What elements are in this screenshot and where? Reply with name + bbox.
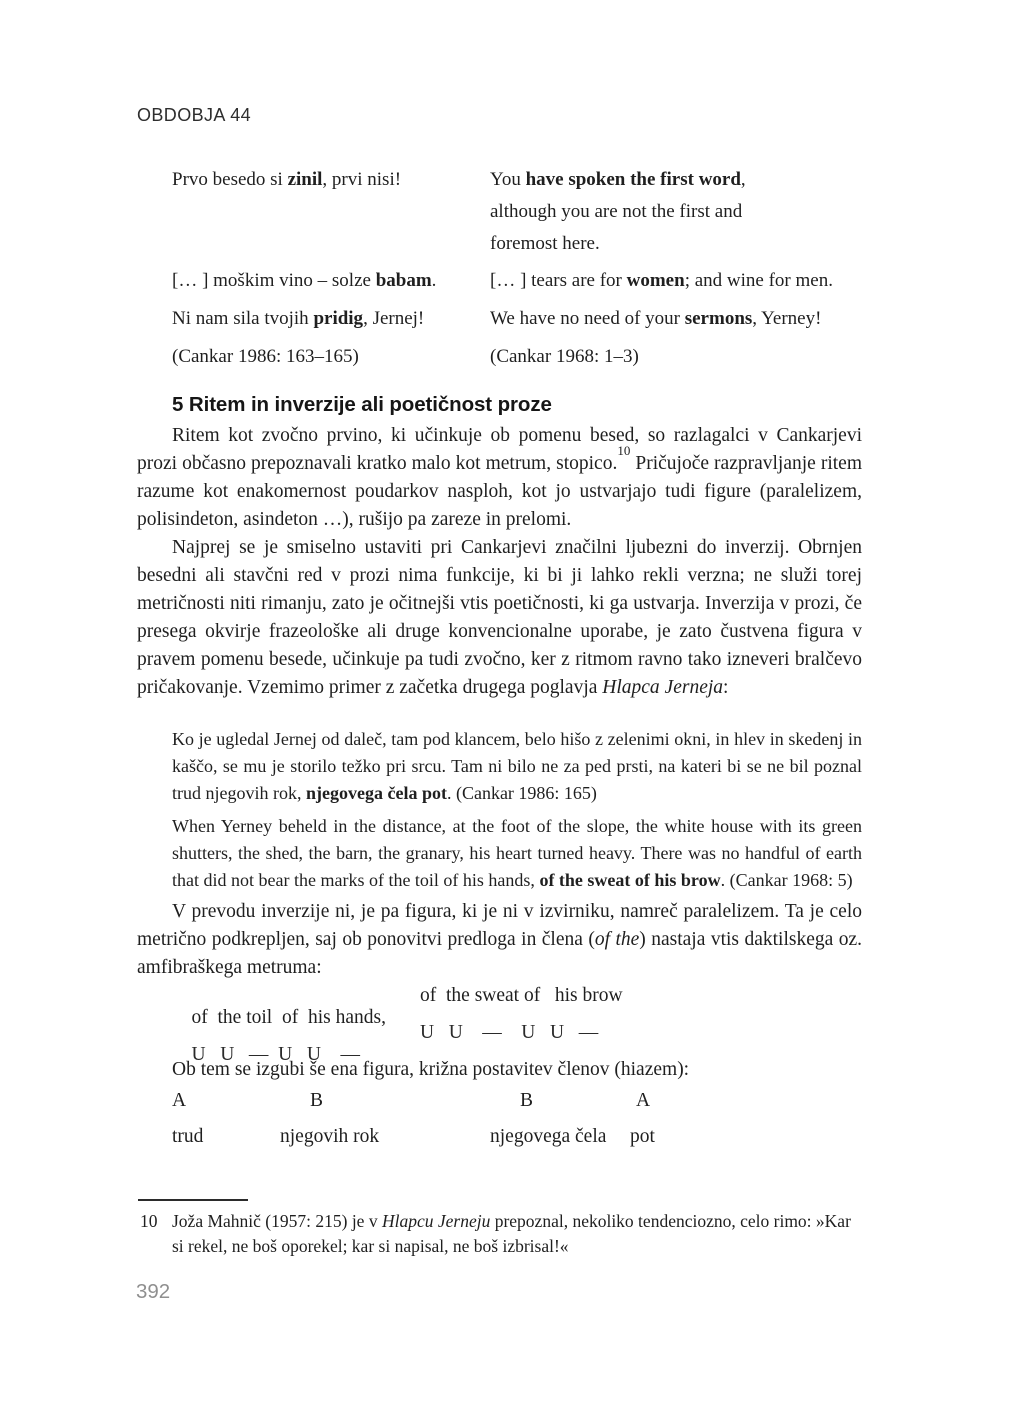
italic-work-title: Hlapca Jerneja (602, 677, 724, 698)
chiasmus-letter: B (520, 1090, 534, 1111)
text-segment: . (Cankar 1968: 5) (720, 870, 853, 890)
running-head: OBDOBJA 44 (137, 105, 252, 125)
metrical-marks-left: U U — U U — (191, 1044, 360, 1065)
italic-phrase: of the (594, 929, 640, 950)
text-segment: Ni nam sila tvojih (172, 308, 314, 329)
metrical-words-left: of the toil of his hands, (191, 1007, 386, 1028)
chiasmus-word: njegovih rok (280, 1126, 380, 1147)
quote-row-4 (172, 341, 872, 373)
quote-right-citation: (Cankar 1968: 1–3) (490, 346, 639, 367)
metrical-words-right: of the sweat of his brow (420, 985, 623, 1006)
paragraph-1 (137, 422, 862, 534)
text-segment: . (431, 270, 437, 291)
text-segment: : (723, 677, 729, 698)
text-segment: [… ] moškim vino – solze (172, 270, 376, 291)
chiasmus-letter: A (636, 1090, 651, 1111)
text-segment: Ritem kot zvočno prvino, ki učinkuje ob pomenu besed, so razlagalci v Cankarjevi prozi občasno prepoznavali kratko malo kot metrum, stopico. (137, 425, 862, 474)
footnote-number: 10 (140, 1211, 158, 1231)
bold-term: sermons (684, 308, 753, 329)
paragraph-2 (137, 534, 862, 702)
chiasmus-letters-row (172, 1090, 872, 1120)
bold-term: pridig (313, 308, 364, 329)
text-segment: [… ] tears are for (490, 270, 627, 291)
text-segment: , prvi nisi! (322, 169, 402, 190)
metrical-marks-row (172, 1022, 872, 1065)
paragraph-4: Ob tem se izgubi še ena figura, križna postavitev členov (hiazem): (172, 1059, 690, 1080)
text-segment: Najprej se je smiselno ustaviti pri Cankarjevi značilni ljubezni do inverzij. Obrnjen besedni ali stavčni red v prozi nima funkcije, ki bi ji lahko rekli verzna; ne služi torej metričnosti niti rimanju, zato je očitnejši vtis poetičnosti, ki ga ustvarja. Inverzija v prozi, če presega okvirje frazeološke ali druge konvencionalne uporabe, je zato čustvena figura v pravem pomenu besede, učinkuje pa tudi zvočno, ker z ritmom ravno tako izneveri bralčevo pričakovanje. Vzemimo primer z začetka drugega poglavja (137, 537, 862, 698)
bold-term: of the sweat of his brow (539, 870, 721, 890)
text-segment: When Yerney beheld in the distance, at the foot of the slope, the white house with its green shutters, the shed, the barn, the granary, his heart turned heavy. There was no handful of earth that did not bear the marks of the toil of his hands, (172, 816, 862, 890)
text-segment: Joža Mahnič (1957: 215) je v (172, 1211, 382, 1231)
bold-term: have spoken the first word (525, 169, 741, 190)
text-segment: prepoznal, nekoliko tendenciozno, celo rimo: »Kar si rekel, ne boš oporekel; kar si napisal, ne boš izbrisal!« (172, 1211, 851, 1256)
blockquote-english (172, 813, 862, 894)
page-number: 392 (136, 1280, 171, 1303)
bold-term: women (626, 270, 685, 291)
text-segment: You (490, 169, 526, 190)
text-segment: ) nastaja vtis daktilskega oz. amfibraškega metruma: (137, 929, 862, 978)
quote-left-verse (172, 303, 490, 335)
bold-term: babam (375, 270, 432, 291)
section-heading: 5 Ritem in inverzije ali poetičnost proze (172, 393, 552, 416)
footnote-reference: 10 (617, 442, 631, 458)
quote-row-3 (172, 303, 872, 335)
chiasmus-words-row (172, 1126, 872, 1156)
quote-left-verse (172, 265, 490, 297)
metrical-marks-right: U U — U U — (420, 1022, 599, 1043)
text-segment: , (740, 169, 746, 190)
chiasmus-letter: A (172, 1090, 187, 1111)
quote-line: foremost here. (490, 233, 600, 254)
bold-term: njegovega čela pot (305, 783, 447, 803)
quote-left-citation: (Cankar 1986: 163–165) (172, 346, 359, 367)
blockquote-slovene (172, 726, 862, 807)
text-segment: , Yerney! (752, 308, 822, 329)
text-segment: , Jernej! (363, 308, 425, 329)
quote-left-verse (172, 164, 490, 260)
text-segment: . (Cankar 1986: 165) (446, 783, 597, 803)
italic-work-title: Hlapcu Jerneju (381, 1211, 491, 1231)
text-segment: Ko je ugledal Jernej od daleč, tam pod klancem, belo hišo z zelenimi okni, in hlev in skedenj in kaščo, se mu je storilo težko pri srcu. Tam ni bilo ne za ped prsti, na kateri bi se ne bil poznal trud njegovih rok, (172, 729, 862, 803)
footnote-text (172, 1209, 864, 1259)
text-segment: V prevodu inverzije ni, je pa figura, ki je ni v izvirniku, namreč paralelizem. Ta je celo metrično podkrepljen, saj ob ponovitvi predloga in člena ( (137, 901, 862, 950)
quote-right-verse (490, 303, 872, 335)
parallel-quote-block (172, 164, 872, 373)
quote-row-2 (172, 265, 872, 297)
bold-term: zinil (287, 169, 323, 190)
paragraph-3 (137, 898, 862, 982)
quote-line (490, 164, 872, 196)
chiasmus-word: pot (630, 1126, 655, 1147)
body-text (137, 422, 862, 702)
text-segment: Pričujoče razpravljanje ritem razume kot enakomernost poudarkov nasploh, kot jo ustvarjajo tudi figure (paralelizem, polisindeton, asindeton …), rušijo pa zareze in prelomi. (137, 453, 862, 530)
text-segment: ; and wine for men. (684, 270, 833, 291)
quote-right-verse (490, 164, 872, 260)
chiasmus-word: trud (172, 1126, 204, 1147)
quote-row-1 (172, 164, 872, 260)
chiasmus-letter: B (310, 1090, 324, 1111)
text-segment: We have no need of your (490, 308, 685, 329)
text-segment: Prvo besedo si (172, 169, 288, 190)
metrical-words-row (172, 985, 872, 1028)
quote-line: although you are not the first and (490, 201, 743, 222)
footnote (140, 1209, 864, 1259)
footnote-separator-rule (138, 1199, 248, 1201)
quote-right-verse (490, 265, 872, 297)
chiasmus-word: njegovega čela (490, 1126, 607, 1147)
